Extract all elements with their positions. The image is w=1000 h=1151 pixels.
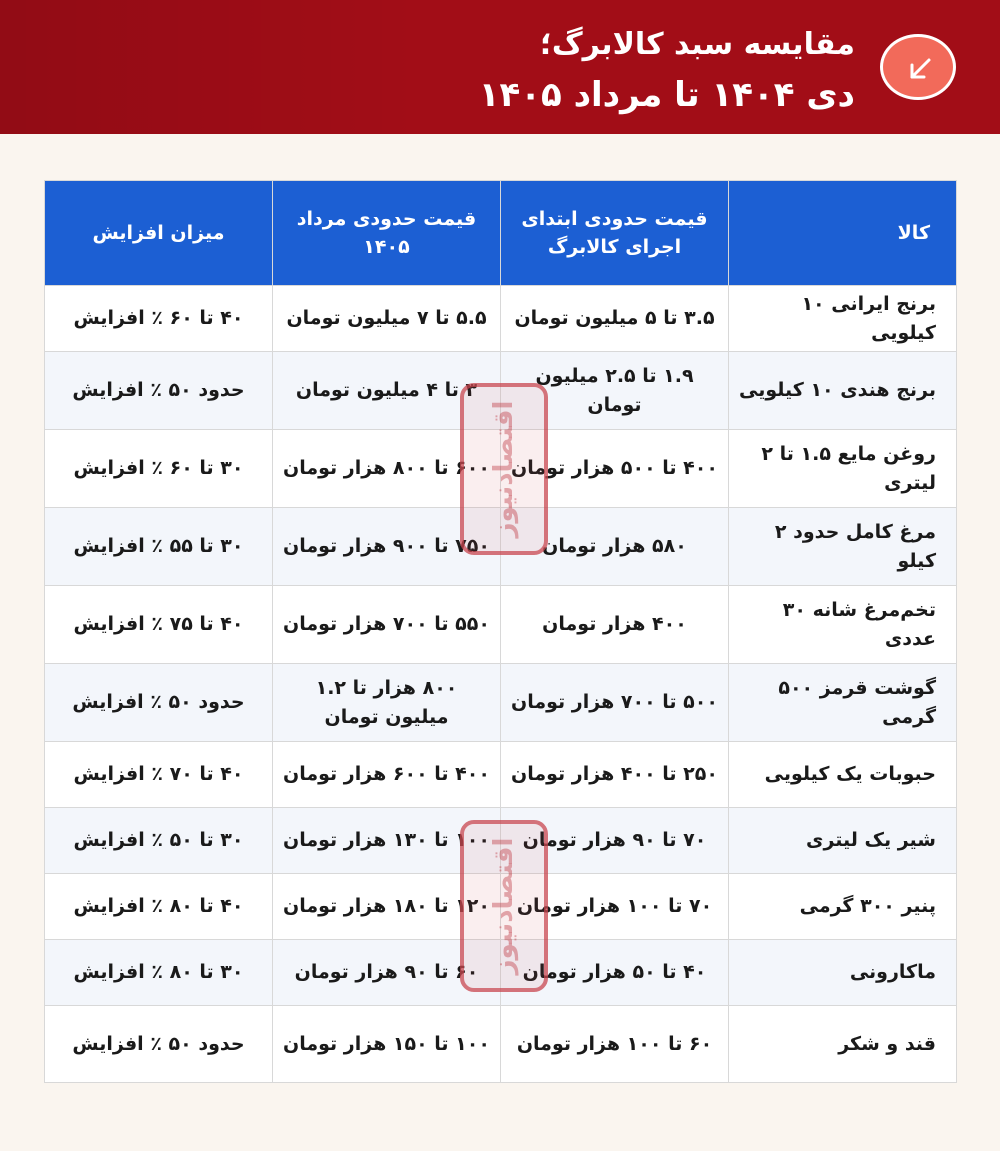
cell-increase: ۴۰ تا ۷۰ ٪ افزایش — [45, 742, 273, 808]
table-row — [45, 664, 957, 742]
cell-start-price: ۵۸۰ هزار تومان — [501, 508, 729, 586]
cell-start-price: ۷۰ تا ۹۰ هزار تومان — [501, 808, 729, 874]
column-header-increase: میزان افزایش — [45, 181, 273, 286]
cell-increase: حدود ۵۰ ٪ افزایش — [45, 352, 273, 430]
cell-goods: برنج هندی ۱۰ کیلویی — [729, 352, 957, 430]
cell-mordad-price: ۴۰۰ تا ۶۰۰ هزار تومان — [273, 742, 501, 808]
cell-increase: ۴۰ تا ۶۰ ٪ افزایش — [45, 286, 273, 352]
cell-start-price: ۴۰۰ هزار تومان — [501, 586, 729, 664]
column-header-goods: کالا — [729, 181, 957, 286]
table-row — [45, 742, 957, 808]
cell-mordad-price: ۱۰۰ تا ۱۳۰ هزار تومان — [273, 808, 501, 874]
cell-start-price: ۷۰ تا ۱۰۰ هزار تومان — [501, 874, 729, 940]
arrow-down-left-glyph — [905, 54, 935, 84]
cell-mordad-price: ۶۰۰ تا ۸۰۰ هزار تومان — [273, 430, 501, 508]
cell-increase: ۳۰ تا ۵۰ ٪ افزایش — [45, 808, 273, 874]
cell-increase: ۳۰ تا ۵۵ ٪ افزایش — [45, 508, 273, 586]
cell-goods: برنج ایرانی ۱۰ کیلویی — [729, 286, 957, 352]
cell-mordad-price: ۶۰ تا ۹۰ هزار تومان — [273, 940, 501, 1006]
cell-goods: گوشت قرمز ۵۰۰ گرمی — [729, 664, 957, 742]
cell-increase: ۴۰ تا ۷۵ ٪ افزایش — [45, 586, 273, 664]
cell-mordad-price: ۱۰۰ تا ۱۵۰ هزار تومان — [273, 1006, 501, 1083]
cell-goods: روغن مایع ۱.۵ تا ۲ لیتری — [729, 430, 957, 508]
cell-mordad-price: ۳ تا ۴ میلیون تومان — [273, 352, 501, 430]
cell-goods: ماکارونی — [729, 940, 957, 1006]
cell-increase: ۳۰ تا ۶۰ ٪ افزایش — [45, 430, 273, 508]
cell-mordad-price: ۷۵۰ تا ۹۰۰ هزار تومان — [273, 508, 501, 586]
header-shade — [0, 0, 420, 134]
watermark-logo: اقتصادنیوز — [460, 820, 548, 992]
cell-start-price: ۴۰ تا ۵۰ هزار تومان — [501, 940, 729, 1006]
table-header-row — [45, 181, 957, 286]
cell-increase: ۳۰ تا ۸۰ ٪ افزایش — [45, 940, 273, 1006]
cell-mordad-price: ۵.۵ تا ۷ میلیون تومان — [273, 286, 501, 352]
cell-increase: حدود ۵۰ ٪ افزایش — [45, 1006, 273, 1083]
cell-start-price: ۴۰۰ تا ۵۰۰ هزار تومان — [501, 430, 729, 508]
cell-mordad-price: ۸۰۰ هزار تا ۱.۲ میلیون تومان — [273, 664, 501, 742]
table-row — [45, 586, 957, 664]
cell-mordad-price: ۵۵۰ تا ۷۰۰ هزار تومان — [273, 586, 501, 664]
cell-goods: قند و شکر — [729, 1006, 957, 1083]
page-title — [479, 24, 855, 118]
cell-goods: حبوبات یک کیلویی — [729, 742, 957, 808]
cell-start-price: ۶۰ تا ۱۰۰ هزار تومان — [501, 1006, 729, 1083]
title-line-1: مقایسه سبد کالابرگ؛ — [539, 27, 855, 62]
header-banner — [0, 0, 1000, 134]
cell-increase: ۴۰ تا ۸۰ ٪ افزایش — [45, 874, 273, 940]
title-line-2: دی ۱۴۰۴ تا مرداد ۱۴۰۵ — [478, 75, 855, 115]
cell-goods: تخم‌مرغ شانه ۳۰ عددی — [729, 586, 957, 664]
arrow-down-left-icon — [880, 34, 956, 100]
cell-goods: شیر یک لیتری — [729, 808, 957, 874]
cell-goods: پنیر ۳۰۰ گرمی — [729, 874, 957, 940]
cell-start-price: ۳.۵ تا ۵ میلیون تومان — [501, 286, 729, 352]
table-row — [45, 1006, 957, 1083]
cell-start-price: ۲۵۰ تا ۴۰۰ هزار تومان — [501, 742, 729, 808]
cell-increase: حدود ۵۰ ٪ افزایش — [45, 664, 273, 742]
table-row — [45, 286, 957, 352]
watermark-logo: اقتصادنیوز — [460, 383, 548, 555]
cell-goods: مرغ کامل حدود ۲ کیلو — [729, 508, 957, 586]
cell-start-price: ۵۰۰ تا ۷۰۰ هزار تومان — [501, 664, 729, 742]
column-header-mordad-price: قیمت حدودی مرداد ۱۴۰۵ — [273, 181, 501, 286]
cell-mordad-price: ۱۲۰ تا ۱۸۰ هزار تومان — [273, 874, 501, 940]
cell-start-price: ۱.۹ تا ۲.۵ میلیون تومان — [501, 352, 729, 430]
column-header-start-price: قیمت حدودی ابتدای اجرای کالابرگ — [501, 181, 729, 286]
